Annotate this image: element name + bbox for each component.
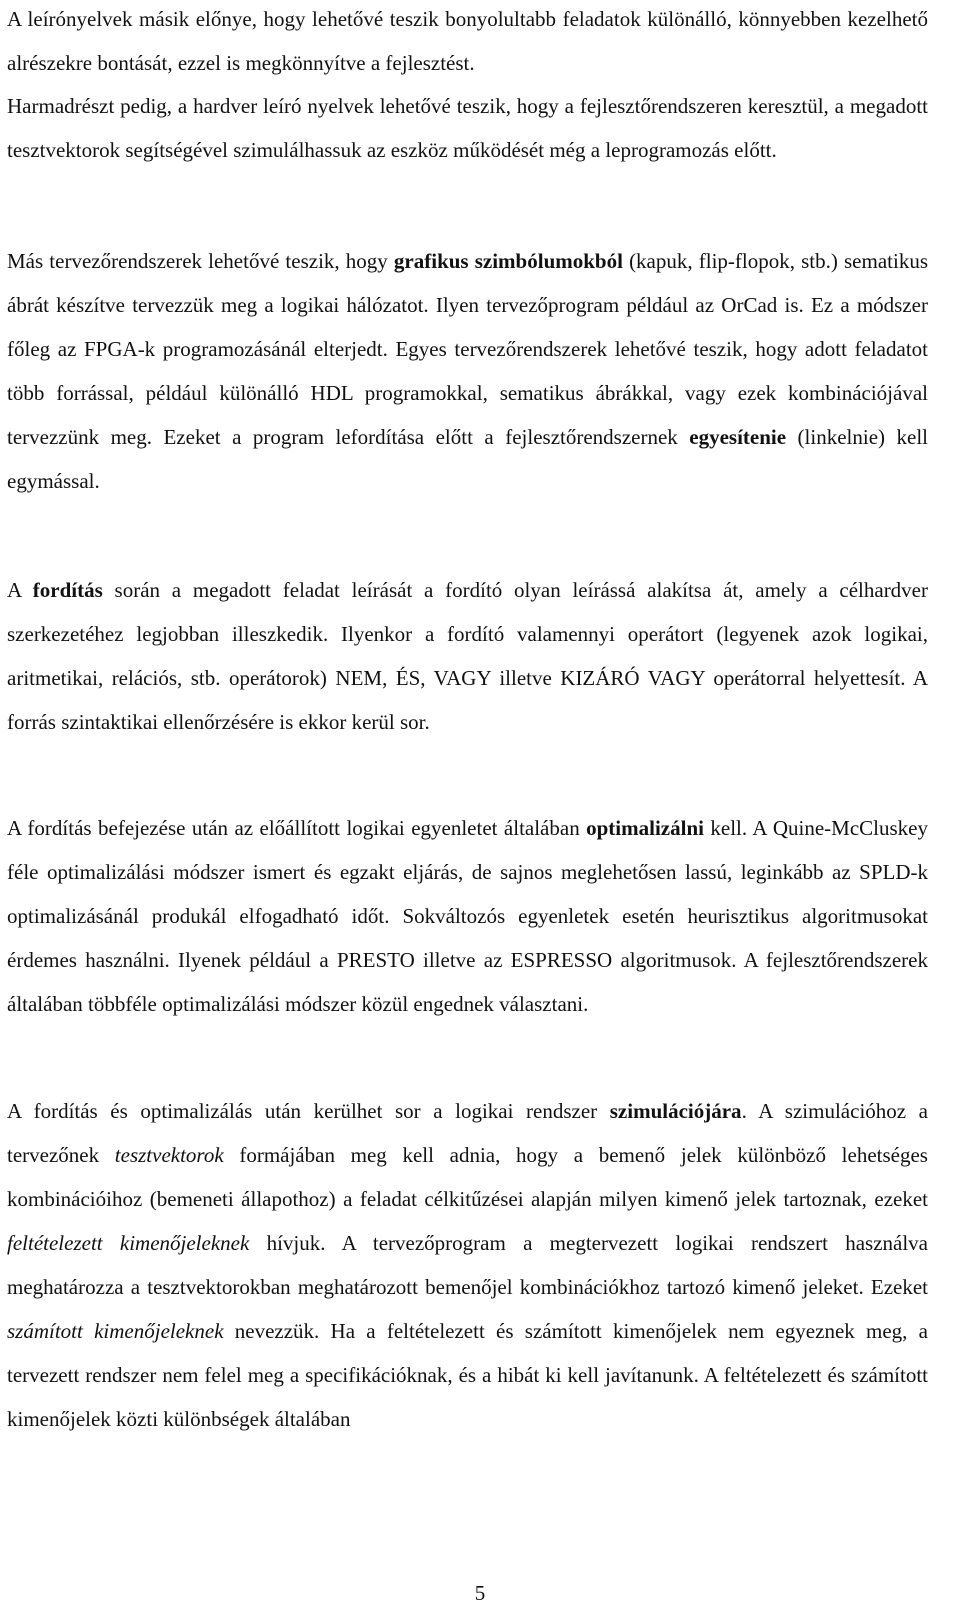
- paragraph-simulation: [7, 1089, 928, 1441]
- text-run: A: [7, 578, 33, 602]
- paragraph-text: Harmadrészt pedig, a hardver leíró nyelvek lehetővé teszik, hogy a fejlesztőrendszeren keresztül, a megadott tesztvektorok segítségével szimulálhassuk az eszköz működését még a leprogramozás előtt.: [7, 94, 928, 162]
- bold-term-linking: egyesítenie: [689, 425, 787, 449]
- text-run: nevezzük. Ha a feltételezett és számított kimenőjelek nem egyeznek meg, a tervezett rendszer nem felel meg a specifikációknak, és a hibát ki kell javítanunk. A feltételezett és számított kimenőjelek közti különbségek általában: [7, 1319, 928, 1431]
- page-number: 5: [474, 1581, 486, 1605]
- paragraph-hdl-simulation: [7, 84, 928, 172]
- text-run: (linkelnie) kell egymással.: [7, 425, 928, 493]
- bold-term-compilation: fordítás: [32, 578, 103, 602]
- text-run: formájában meg kell adnia, hogy a bemenő jelek különböző lehetséges kombinációihoz (bemeneti állapothoz) a feladat célkitűzései alapján milyen kimenő jelek tartoznak, ezeket: [7, 1143, 928, 1211]
- text-run: . A szimulációhoz a tervezőnek: [7, 1099, 928, 1167]
- paragraph-optimization: [7, 806, 928, 1026]
- text-run: hívjuk. A tervezőprogram a megtervezett logikai rendszert használva meghatározza a tesztvektorokban meghatározott bemenőjel kombinációkhoz tartozó kimenő jeleket. Ezeket: [7, 1231, 928, 1299]
- text-run: A fordítás befejezése után az előállított logikai egyenletet általában: [7, 816, 587, 840]
- text-run: Más tervezőrendszerek lehetővé teszik, hogy: [7, 249, 394, 273]
- bold-term-graphic-symbols: grafikus szimbólumokból: [393, 249, 623, 273]
- bold-term-optimize: optimalizálni: [586, 816, 704, 840]
- italic-term-test-vectors: tesztvektorok: [114, 1143, 224, 1167]
- text-run: kell. A Quine-McCluskey féle optimalizálási módszer ismert és egzakt eljárás, de sajnos meglehetősen lassú, leginkább az SPLD-k optimalizásánál produkál elfogadható időt. Sokváltozós egyenletek esetén heurisztikus algoritmusokat érdemes használni. Ilyenek például a PRESTO illetve az ESPRESSO algoritmusok. A fejlesztőrendszerek általában többféle optimalizálási módszer közül engednek választani.: [7, 816, 928, 1016]
- bold-term-simulation: szimulációjára: [609, 1099, 742, 1123]
- text-run: A fordítás és optimalizálás után kerülhet sor a logikai rendszer: [7, 1099, 610, 1123]
- paragraph-hdl-decomposition: [7, 0, 928, 85]
- paragraph-text: A leírónyelvek másik előnye, hogy lehetővé teszik bonyolultabb feladatok különálló, könnyebben kezelhető alrészekre bontását, ezzel is megkönnyítve a fejlesztést.: [7, 7, 928, 75]
- text-run: során a megadott feladat leírását a fordító olyan leírássá alakítsa át, amely a célhardver szerkezetéhez legjobban illeszkedik. Ilyenkor a fordító valamennyi operátort (legyenek azok logikai, aritmetikai, relációs, stb. operátorok) NEM, ÉS, VAGY illetve KIZÁRÓ VAGY operátorral helyettesít. A forrás szintaktikai ellenőrzésére is ekkor kerül sor.: [7, 578, 928, 734]
- paragraph-compilation: [7, 568, 928, 744]
- text-run: (kapuk, flip-flopok, stb.) sematikus ábrát készítve tervezzük meg a logikai hálózatot. Ilyen tervezőprogram például az OrCad is. Ez a módszer főleg az FPGA-k programozásánál elterjedt. Egyes tervezőrendszerek lehetővé teszik, hogy adott feladatot több forrással, például különálló HDL programokkal, sematikus ábrákkal, vagy ezek kombinációjával tervezzünk meg. Ezeket a program lefordítása előtt a fejlesztőrendszernek: [7, 249, 928, 449]
- italic-term-computed-outputs: számított kimenőjeleknek: [7, 1319, 224, 1343]
- italic-term-expected-outputs: feltételezett kimenőjeleknek: [7, 1231, 250, 1255]
- paragraph-schematic-design: [7, 239, 928, 503]
